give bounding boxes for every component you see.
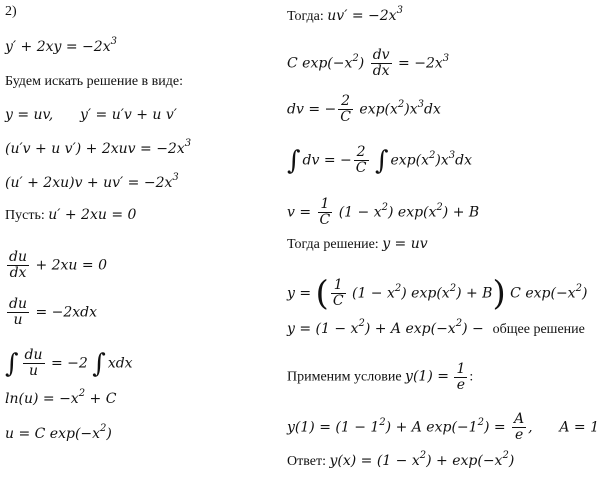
let-line: Пусть: u′ + 2xu = 0 (5, 207, 137, 223)
solution-line: Тогда решение: y = uv (287, 236, 428, 252)
log-equation: $\ln(u) = -x^2 + C$ (5, 388, 117, 407)
c-exp-equation: C $\exp(-x^2)$ $\frac{dv}{dx}$ = $-2x^3$ (287, 47, 450, 79)
expanded-equation: (u′v + u $v') + 2xuv = -2x^3$ (5, 138, 192, 157)
search-form-text: Будем искать решение в виде: (5, 74, 184, 89)
condition-evaluation: $y(1) = (1 - 1^2) + A$ $\exp(-1^2)$ = $\frac{A}{e}$ , A = 1 (287, 411, 599, 443)
apply-condition: Применим условие y(1) = $\frac{1}{e}$ : (287, 361, 474, 393)
integral-equation: ∫ $\frac{du}{u}$ = −2 ∫ xdx (5, 347, 133, 379)
separated-equation: $\frac{du}{u}$ = −2xdx (9, 296, 98, 328)
answer-line: Ответ: $y(x) = (1 - x^2) + \exp(-x^2)$ (287, 450, 515, 469)
du-dx-equation: $\frac{du}{dx}$ + 2xu = 0 (9, 249, 107, 281)
substitution-line: y = uv, y′ = u′v + u v′ (5, 107, 177, 123)
ode-equation: $y' + 2xy = -2x^3$ (5, 36, 117, 55)
v-solution: v = $\frac{1}{C}$ $(1 - x^2)$ $\exp(x^2) + B$ (287, 196, 480, 228)
u-solution: u = C $\exp(-x^2)$ (5, 423, 112, 442)
grouped-equation: $(u' + 2xu)v + uv' = -2x^3$ (5, 172, 179, 191)
dv-integral-equation: ∫ dv = − $\frac{2}{C}$ ∫ $\exp(x^2)x^3dx$ (287, 144, 472, 176)
general-solution: $y = (1 - x^2) + A$ $\exp(-x^2)$ − общее решение (287, 318, 585, 337)
y-combined: y = ( $\frac{1}{C}$ $(1 - x^2)$ $\exp(x^2) + B$) C $\exp(-x^2)$ (287, 273, 588, 314)
then-line: Тогда: $uv' = -2x^3$ (287, 5, 403, 24)
problem-number: 2) (5, 4, 17, 19)
dv-equation: dv = − $\frac{2}{C}$ $\exp(x^2)x^3dx$ (287, 93, 441, 125)
